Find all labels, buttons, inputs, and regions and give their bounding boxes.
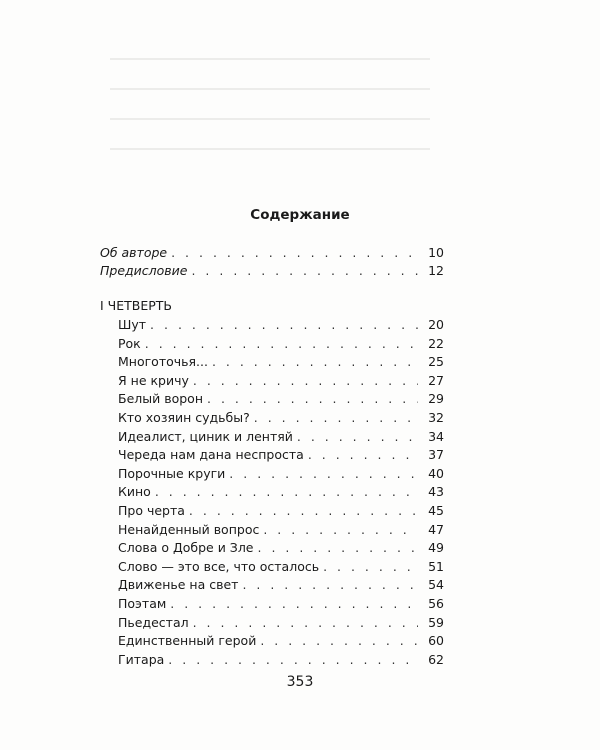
- leader-dots: [308, 447, 418, 462]
- leader-dots: [170, 596, 418, 611]
- toc-entry-page: 29: [428, 391, 444, 407]
- toc-entry-label: Про черта: [118, 503, 185, 518]
- toc-entry-label: Многоточья...: [118, 354, 208, 370]
- show-through: [110, 88, 430, 90]
- toc-entry-label: Поэтам: [118, 596, 167, 611]
- toc-entry-label: Идеалист, циник и лентяй: [118, 428, 293, 444]
- toc-entry: [118, 522, 444, 540]
- toc-entry-page: 32: [428, 410, 444, 425]
- toc-entry-page: 10: [428, 245, 444, 260]
- toc-entry-page: 12: [428, 263, 444, 278]
- toc-entry-label: Слова о Добре и Зле: [118, 540, 254, 556]
- toc-entry-label: Череда нам дана неспроста: [118, 447, 304, 463]
- toc-entry-label: Белый ворон: [118, 391, 203, 407]
- show-through: [110, 118, 430, 120]
- toc-entry: [118, 577, 444, 595]
- toc-entry: [118, 317, 444, 335]
- toc-entry-page: 40: [428, 465, 444, 481]
- toc-entry-label: Предисловие: [100, 263, 188, 278]
- toc-entry: [118, 466, 444, 484]
- leader-dots: [189, 503, 418, 518]
- toc-entry-page: 56: [428, 596, 444, 611]
- toc-entry: [100, 263, 444, 281]
- toc-entry: [118, 559, 444, 577]
- toc-entry-label: Кино: [118, 484, 151, 500]
- leader-dots: [193, 373, 418, 388]
- toc-entry: [118, 429, 444, 447]
- leader-dots: [258, 540, 419, 555]
- toc-entry-label: Я не кричу: [118, 372, 189, 388]
- toc-entry-page: 59: [428, 614, 444, 630]
- toc-entry-label: Ненайденный вопрос: [118, 521, 260, 537]
- toc-entry-label: Единственный герой: [118, 633, 257, 649]
- toc-entry: [118, 447, 444, 465]
- toc-entry-page: 22: [428, 335, 444, 351]
- toc-entry-page: 27: [428, 372, 444, 388]
- toc-entry-label: Шут: [118, 317, 147, 332]
- toc-entry: [118, 503, 444, 521]
- leader-dots: [263, 522, 418, 537]
- leader-dots: [260, 633, 418, 648]
- toc-entry: [118, 336, 444, 354]
- page-number: 353: [286, 674, 314, 690]
- toc-entry: [118, 633, 444, 651]
- leader-dots: [254, 410, 418, 425]
- leader-dots: [242, 577, 418, 592]
- leader-dots: [171, 245, 418, 260]
- toc-entry: [118, 540, 444, 558]
- leader-dots: [193, 615, 418, 630]
- toc-entry-page: 43: [428, 484, 444, 500]
- toc-entry-label: Кто хозяин судьбы?: [118, 410, 250, 425]
- toc-entry-page: 62: [428, 651, 444, 667]
- toc-entry-label: Движенье на свет: [118, 577, 239, 593]
- leader-dots: [297, 429, 418, 444]
- leader-dots: [229, 466, 418, 481]
- toc-entry: [118, 391, 444, 409]
- leader-dots: [150, 317, 418, 332]
- toc-entry-label: Пьедестал: [118, 614, 189, 630]
- toc-entry-page: 47: [428, 521, 444, 537]
- toc-entry: [118, 596, 444, 614]
- toc-entry: [118, 652, 444, 670]
- toc-entry-label: Рок: [118, 335, 141, 351]
- leader-dots: [168, 652, 418, 667]
- toc-entry-page: 60: [428, 633, 444, 649]
- leader-dots: [145, 336, 418, 351]
- toc-entry: [118, 615, 444, 633]
- leader-dots: [155, 484, 418, 499]
- toc-entry-label: Об авторе: [100, 245, 168, 260]
- show-through: [110, 148, 430, 150]
- toc-entry: [118, 373, 444, 391]
- leader-dots: [207, 391, 418, 406]
- toc-entry: [118, 354, 444, 372]
- toc-entry: [100, 245, 444, 263]
- toc-entry-page: 54: [428, 577, 444, 593]
- toc-title: Содержание: [250, 207, 350, 223]
- toc-entry-page: 34: [428, 428, 444, 444]
- toc-entry: [118, 484, 444, 502]
- toc-entry: [118, 410, 444, 428]
- toc-entry-page: 37: [428, 447, 444, 463]
- toc-entry-label: Порочные круги: [118, 465, 226, 481]
- toc-entry-label: Слово — это все, что осталось: [118, 558, 320, 574]
- toc-entry-page: 51: [428, 558, 444, 574]
- leader-dots: [323, 559, 418, 574]
- show-through: [110, 58, 430, 60]
- toc-entry-page: 49: [428, 540, 444, 556]
- toc-entry-page: 45: [428, 503, 444, 518]
- section-heading: I ЧЕТВЕРТЬ: [100, 298, 172, 313]
- leader-dots: [191, 263, 418, 278]
- toc-entry-label: Гитара: [118, 651, 165, 667]
- leader-dots: [212, 354, 418, 369]
- toc-entry-page: 20: [428, 317, 444, 332]
- toc-entry-page: 25: [428, 354, 444, 370]
